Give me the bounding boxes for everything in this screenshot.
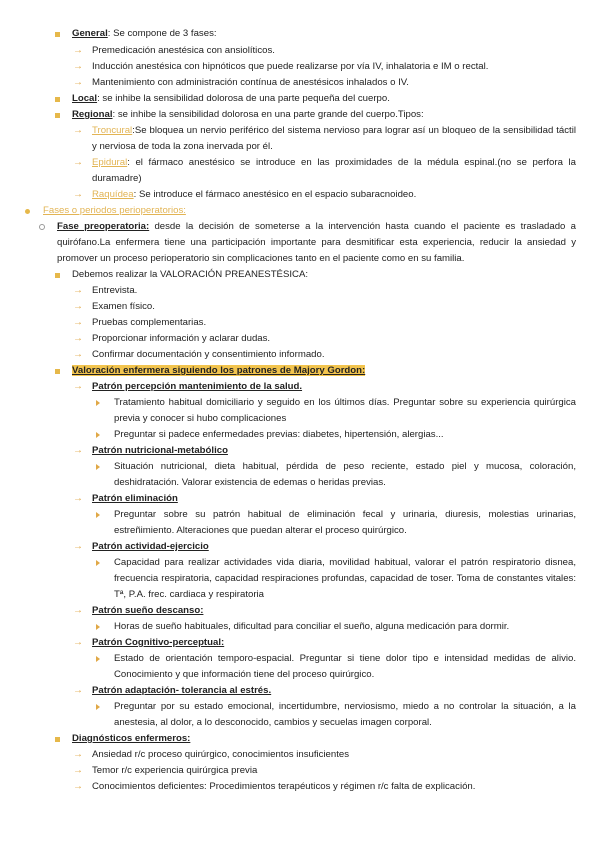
square-bullet-icon <box>55 273 60 278</box>
arrow-right-icon: → <box>73 285 83 296</box>
arrow-right-icon: → <box>73 301 83 312</box>
arrow-right-icon: → <box>73 381 83 392</box>
pattern-title-text: Patrón adaptación- tolerancia al estrés. <box>92 685 272 696</box>
triangle-bullet-icon <box>96 704 100 710</box>
preop-text: desde la decisión de someterse a la intervención hasta cuando el paciente es trasladado a quirófano.La enfermera tiene una participación importante para desmitificar esta experiencia, reducir la ansiedad y promover un proceso perioperatorio sin complicaciones tanto en el paciente como en su familia. <box>57 221 577 264</box>
item-text: : el fármaco anestésico se introduce en las proximidades de la médula espinal.(no se perfora la duramadre) <box>92 157 576 184</box>
circle-bullet-icon <box>39 224 45 230</box>
gordon-title: Valoración enfermera siguiendo los patrones de Majory Gordon: <box>72 365 366 376</box>
item-text: Inducción anestésica con hipnóticos que puede realizarse por vía IV, inhalatoria e IM o rectal. <box>92 61 489 72</box>
square-bullet-icon <box>55 113 60 118</box>
square-bullet-icon <box>55 32 60 37</box>
item-text: Premedicación anestésica con ansiolíticos. <box>92 45 275 56</box>
item-text: Tratamiento habitual domiciliario y seguido en los últimos días. Preguntar sobre su experiencia quirúrgica previa y conocer si hubo complicaciones <box>114 397 576 424</box>
pattern-title-text: Patrón sueño descanso: <box>92 605 204 616</box>
arrow-right-icon: → <box>73 333 83 344</box>
regional-text: : se inhibe la sensibilidad dolorosa en una parte grande del cuerpo.Tipos: <box>112 109 424 120</box>
arrow-right-icon: → <box>73 77 83 88</box>
section-title-link[interactable]: Fases o periodos perioperatorios: <box>43 205 186 216</box>
item-text: : Se introduce el fármaco anestésico en el espacio subaracnoideo. <box>133 189 417 200</box>
epidural-link[interactable]: Epidural <box>92 157 128 168</box>
item-text: Pruebas complementarias. <box>92 317 207 328</box>
square-bullet-icon <box>55 369 60 374</box>
arrow-right-icon: → <box>73 637 83 648</box>
pattern-title-text: Patrón eliminación <box>92 493 178 504</box>
valoracion-text: Debemos realizar la VALORACIÓN PREANESTÉSICA: <box>72 269 309 280</box>
triangle-bullet-icon <box>96 656 100 662</box>
item-text: Preguntar por su estado emocional, incertidumbre, nerviosismo, miedo a no controlar la situación, a la anestesia, al dolor, a lo desconocido, cambios y secuelas imagen corporal. <box>114 701 576 728</box>
triangle-bullet-icon <box>96 464 100 470</box>
triangle-bullet-icon <box>96 512 100 518</box>
triangle-bullet-icon <box>96 432 100 438</box>
arrow-right-icon: → <box>73 317 83 328</box>
triangle-bullet-icon <box>96 400 100 406</box>
arrow-right-icon: → <box>73 605 83 616</box>
pattern-title-text: Patrón nutricional-metabólico <box>92 445 228 456</box>
item-text: Estado de orientación temporo-espacial. Preguntar si tiene dolor tipo e intensidad medidas de alivio. Conocimiento y que información tiene del proceso quirúrgico. <box>114 653 576 680</box>
pattern-title-text: Patrón percepción mantenimiento de la salud. <box>92 381 303 392</box>
diagnosticos-title: Diagnósticos enfermeros: <box>72 733 191 744</box>
raquidea-link[interactable]: Raquídea <box>92 189 134 200</box>
item-text: Horas de sueño habituales, dificultad para conciliar el sueño, alguna medicación para dormir. <box>114 621 510 632</box>
term-regional: Regional <box>72 109 113 120</box>
arrow-right-icon: → <box>73 61 83 72</box>
item-text: Capacidad para realizar actividades vida diaria, movilidad habitual, valorar el patrón respiratorio disnea, frecuencia respiratoria, capacidad respiraciones profundas, capacidad de toser. Toma de constantes vitales: Tª, P.A. frec. cardiaca y respiratoria <box>114 557 576 600</box>
item-text: Examen físico. <box>92 301 155 312</box>
square-bullet-icon <box>55 737 60 742</box>
item-text: Preguntar si padece enfermedades previas: diabetes, hipertensión, alergias... <box>114 429 444 440</box>
item-text: Conocimientos deficientes: Procedimientos terapéuticos y régimen r/c falta de explicación. <box>92 781 476 792</box>
arrow-right-icon: → <box>73 765 83 776</box>
item-text: Entrevista. <box>92 285 138 296</box>
dot-bullet-icon <box>25 209 30 214</box>
arrow-right-icon: → <box>73 125 83 136</box>
arrow-right-icon: → <box>73 45 83 56</box>
arrow-right-icon: → <box>73 445 83 456</box>
pattern-title-text: Patrón actividad-ejercicio <box>92 541 209 552</box>
local-text: : se inhibe la sensibilidad dolorosa de una parte pequeña del cuerpo. <box>97 93 390 104</box>
square-bullet-icon <box>55 97 60 102</box>
item-text: Temor r/c experiencia quirúrgica previa <box>92 765 258 776</box>
arrow-right-icon: → <box>73 189 83 200</box>
general-text: : Se compone de 3 fases: <box>107 28 217 39</box>
item-text: :Se bloquea un nervio periférico del sistema nervioso para lograr así un bloqueo de la sensibilidad táctil y nerviosa de toda la zona inervada por él. <box>92 125 576 152</box>
arrow-right-icon: → <box>73 541 83 552</box>
troncural-link[interactable]: Troncural <box>92 125 133 136</box>
item-text: Preguntar sobre su patrón habitual de eliminación fecal y urinaria, diuresis, molestias urinarias, estreñimiento. Alteraciones que puedan alterar el proceso quirúrgico. <box>114 509 576 536</box>
arrow-right-icon: → <box>73 157 83 168</box>
term-general: General <box>72 28 108 39</box>
item-text: Proporcionar información y aclarar dudas. <box>92 333 271 344</box>
term-preop: Fase preoperatoria: <box>57 221 150 232</box>
arrow-right-icon: → <box>73 349 83 360</box>
triangle-bullet-icon <box>96 560 100 566</box>
pattern-title-text: Patrón Cognitivo-perceptual: <box>92 637 225 648</box>
arrow-right-icon: → <box>73 685 83 696</box>
term-local: Local <box>72 93 98 104</box>
arrow-right-icon: → <box>73 749 83 760</box>
triangle-bullet-icon <box>96 624 100 630</box>
item-text: Ansiedad r/c proceso quirúrgico, conocimientos insuficientes <box>92 749 350 760</box>
arrow-right-icon: → <box>73 781 83 792</box>
item-text: Mantenimiento con administración contínua de anestésicos inhalados o IV. <box>92 77 409 88</box>
item-text: Confirmar documentación y consentimiento informado. <box>92 349 325 360</box>
arrow-right-icon: → <box>73 493 83 504</box>
item-text: Situación nutricional, dieta habitual, pérdida de peso reciente, estado piel y mucosa, coloración, deshidratación. Valorar existencia de edemas o heridas previas. <box>114 461 576 488</box>
